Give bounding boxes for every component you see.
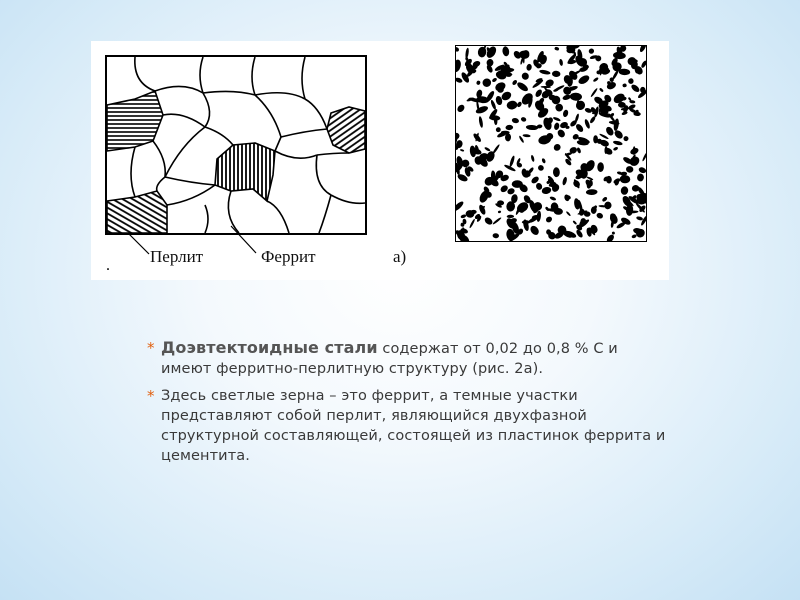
bullet-marker: * bbox=[147, 339, 155, 357]
micrograph-speck bbox=[584, 119, 591, 130]
micrograph-speck bbox=[577, 74, 591, 86]
micrograph-speck bbox=[502, 46, 510, 57]
micrograph-speck bbox=[516, 81, 530, 93]
micrograph-speck bbox=[640, 60, 646, 69]
micrograph-speck bbox=[628, 78, 634, 84]
micrograph-speck bbox=[491, 144, 500, 155]
micrograph-speck bbox=[597, 162, 604, 172]
micrograph-speck bbox=[522, 134, 530, 138]
micrograph-speck bbox=[456, 200, 465, 212]
micrograph-speck bbox=[491, 77, 497, 83]
micrograph-speck bbox=[637, 173, 644, 181]
micrograph-speck bbox=[593, 135, 598, 143]
micrograph-speck bbox=[596, 212, 604, 220]
micrograph-speck bbox=[623, 135, 630, 142]
micrograph-speck bbox=[601, 196, 608, 202]
micrograph-speck bbox=[584, 211, 591, 216]
micrograph-speck bbox=[492, 217, 502, 225]
micrograph-speck bbox=[456, 59, 462, 73]
micrograph-speck bbox=[553, 116, 561, 122]
bullet-text: Здесь светлые зерна – это феррит, а темные участки представляют собой перлит, являющийся двухфазной структурной составляющей, состоящей из пластинок феррита и цементита. bbox=[161, 388, 666, 464]
micrograph-speck bbox=[530, 155, 535, 162]
micrograph-speck bbox=[495, 126, 502, 133]
micrograph-speck bbox=[539, 69, 551, 75]
micrograph-speck bbox=[559, 59, 564, 66]
micrograph-speck bbox=[599, 87, 604, 92]
micrograph-speck bbox=[456, 103, 466, 113]
micrograph-speck bbox=[553, 122, 560, 130]
micrograph-speck bbox=[549, 196, 556, 201]
micrograph-speck bbox=[632, 185, 640, 192]
micrograph-speck bbox=[566, 211, 572, 217]
micrograph-speck bbox=[622, 83, 627, 88]
micrograph-speck bbox=[485, 46, 498, 60]
micrograph-speck bbox=[460, 214, 466, 219]
micrograph-speck bbox=[541, 186, 552, 195]
micrograph-speck bbox=[625, 166, 633, 174]
micrograph-speck bbox=[460, 149, 465, 152]
bullet-term: Доэвтектоидные стали bbox=[161, 338, 378, 357]
micrograph-speck bbox=[485, 90, 496, 103]
micrograph-speck bbox=[541, 158, 546, 164]
micrograph-speck bbox=[549, 95, 556, 101]
micrograph-speck bbox=[588, 47, 595, 54]
micrograph-speck bbox=[599, 133, 609, 140]
micrograph-speck bbox=[511, 117, 519, 124]
micrograph-speck bbox=[506, 187, 515, 195]
micrograph-speck bbox=[586, 189, 598, 195]
panel-label: а) bbox=[393, 247, 407, 266]
micrograph-speck bbox=[562, 176, 568, 185]
micrograph-speck bbox=[481, 77, 493, 89]
micrograph-speck bbox=[476, 80, 481, 85]
bullet-list bbox=[147, 338, 667, 473]
micrograph-speck bbox=[552, 71, 561, 78]
micrograph-speck bbox=[590, 88, 598, 98]
bullet-item-1 bbox=[147, 338, 667, 379]
micrograph-speck bbox=[520, 91, 535, 107]
micrograph-speck bbox=[484, 147, 491, 152]
micrograph-speck bbox=[456, 77, 463, 84]
micrograph-speck bbox=[642, 151, 646, 161]
micrograph-speck bbox=[526, 125, 539, 131]
micrograph-speck bbox=[605, 126, 615, 137]
micrograph-speck bbox=[570, 92, 583, 101]
micrograph-speck bbox=[576, 147, 581, 154]
micrograph-speck bbox=[613, 146, 619, 151]
micrograph-speck bbox=[616, 221, 626, 229]
micrograph-speck bbox=[555, 104, 563, 112]
ferrite-label: Феррит bbox=[261, 247, 316, 266]
micrograph-speck bbox=[456, 46, 460, 52]
micrograph-speck bbox=[511, 79, 518, 86]
micrograph-speck bbox=[620, 175, 631, 184]
micrograph-speck bbox=[572, 220, 577, 225]
micrograph-speck bbox=[620, 186, 628, 195]
micrograph-speck bbox=[612, 231, 616, 235]
micrograph-speck bbox=[509, 155, 516, 167]
micrograph-speck bbox=[593, 77, 599, 83]
micrograph-speck bbox=[556, 128, 566, 139]
micrograph-speck bbox=[552, 143, 562, 153]
figure-dot: . bbox=[106, 257, 110, 274]
micrograph-speck bbox=[506, 100, 518, 110]
micrograph-speck bbox=[572, 133, 580, 141]
micrograph-speck bbox=[483, 216, 493, 226]
micrograph-speck bbox=[603, 201, 612, 210]
micrograph-speck bbox=[640, 215, 646, 226]
micrograph-speck bbox=[529, 224, 541, 236]
micrograph-speck bbox=[575, 123, 585, 134]
bullet-marker: * bbox=[147, 387, 155, 405]
micrograph-speck bbox=[572, 179, 581, 189]
pearlite-label: Перлит bbox=[150, 247, 204, 266]
micrograph-speck bbox=[465, 48, 469, 59]
micrograph-speck bbox=[520, 71, 530, 81]
micrograph-speck bbox=[630, 83, 641, 93]
micrograph-speck bbox=[492, 233, 499, 238]
micrograph-speck bbox=[631, 234, 637, 239]
micrograph-speck bbox=[564, 158, 572, 167]
micrograph-speck bbox=[638, 166, 646, 174]
micrograph-speck bbox=[469, 218, 476, 228]
micrograph-speck bbox=[490, 99, 497, 110]
micrograph-speck bbox=[526, 63, 533, 71]
figure-panel bbox=[91, 41, 669, 280]
micrograph-speck bbox=[507, 215, 514, 218]
micrograph-speck bbox=[478, 116, 483, 128]
micrograph-speck bbox=[613, 140, 623, 146]
micrograph-speck bbox=[520, 116, 527, 122]
micrograph-speck bbox=[537, 164, 545, 172]
micrograph-speck bbox=[554, 46, 559, 51]
micrograph-speck bbox=[639, 46, 646, 53]
micrograph-speck bbox=[636, 216, 644, 221]
micrograph-speck bbox=[498, 210, 502, 213]
micrograph-speck bbox=[478, 204, 487, 216]
micrograph-speck bbox=[535, 182, 543, 191]
micrograph-image bbox=[455, 45, 647, 242]
micrograph-speck bbox=[518, 135, 524, 143]
micrograph-speck bbox=[545, 215, 553, 223]
bullet-text: содержат от 0,02 до 0,8 % С и имеют ферритно-перлитную структуру (рис. 2а). bbox=[161, 341, 618, 377]
micrograph-speck bbox=[562, 109, 569, 117]
bullet-item-2 bbox=[147, 386, 667, 466]
micrograph-speck bbox=[505, 125, 513, 131]
micrograph-speck bbox=[553, 167, 560, 177]
